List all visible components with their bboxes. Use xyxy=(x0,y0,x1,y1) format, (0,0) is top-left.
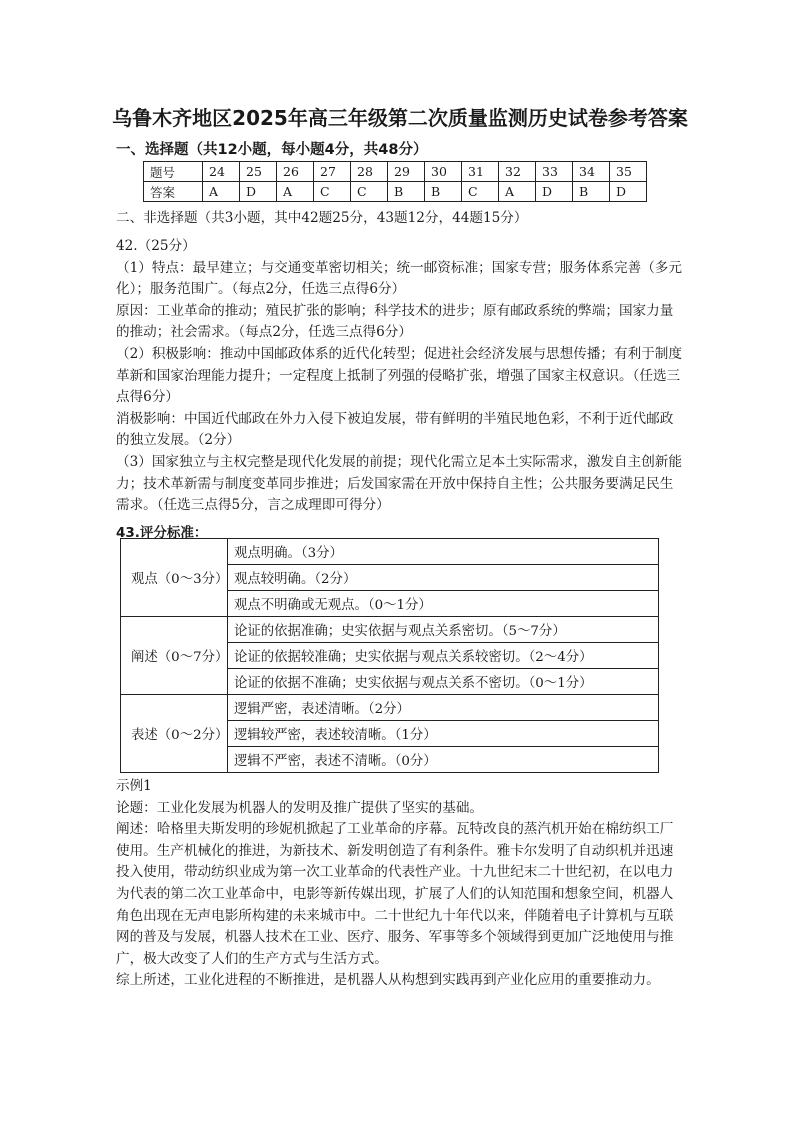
q42-part1-reasons: 原因：工业革命的推动；殖民扩张的影响；科学技术的进步；原有邮政系统的弊端；国家力量的推动；社会需求。（每点2分，任选三点得6分） xyxy=(116,302,674,341)
q-num: 30 xyxy=(425,162,462,182)
q42-part3: （3）国家独立与主权完整是现代化发展的前提；现代化需立足本土实际需求，激发自主创新能力；技术革新需与制度变革同步推进；后发国家需在开放中保持自主性；公共服务要满足民生需求。（任选三点得5分，言之成理即可得分） xyxy=(116,453,682,514)
example-thesis: 论题：工业化发展为机器人的发明及推广提供了坚实的基础。 xyxy=(116,799,484,816)
q-answer: A xyxy=(203,182,240,202)
q42-part2-positive: （2）积极影响：推动中国邮政体系的近代化转型；促进社会经济发展与思想传播；有利于制度革新和国家治理能力提升；一定程度上抵制了列强的侵略扩张，增强了国家主权意识。（任选三点得6分） xyxy=(116,345,682,406)
q-num: 24 xyxy=(203,162,240,182)
q43-heading: 43.评分标准： xyxy=(116,525,208,541)
q-answer: B xyxy=(388,182,425,202)
q-answer: A xyxy=(277,182,314,202)
example-body: 阐述：哈格里夫斯发明的珍妮机掀起了工业革命的序幕。瓦特改良的蒸汽机开始在棉纺织工厂使用。生产机械化的推进，为新技术、新发明创造了有利条件。雅卡尔发明了自动织机并迅速投入使用，带动纺织业成为第一次工业革命的代表性产业。十九世纪末二十世纪初，在以电力为代表的第二次工业革命中，电影等新传媒出现，扩展了人们的认知范围和想象空间，机器人角色出现在无声电影所构建的未来城市中。二十世纪九十年代以来，伴随着电子计算机与互联网的普及与发展，机器人技术在工业、医疗、服务、军事等多个领域得到更加广泛地使用与推广，极大改变了人们的生产方式与生活方式。 xyxy=(116,821,674,967)
rubric-criterion: 观点不明确或无观点。（0～1分） xyxy=(228,591,659,617)
row-label-answer: 答案 xyxy=(144,182,203,202)
section1-heading: 一、选择题（共12小题，每小题4分，共48分） xyxy=(116,142,428,158)
q-answer: C xyxy=(462,182,499,202)
q-num: 25 xyxy=(240,162,277,182)
row-label-number: 题号 xyxy=(144,162,203,182)
q-num: 34 xyxy=(573,162,610,182)
rubric-criterion: 观点较明确。（2分） xyxy=(228,565,659,591)
q42-part2-negative: 消极影响：中国近代邮政在外力入侵下被迫发展，带有鲜明的半殖民地色彩，不利于近代邮政的独立发展。（2分） xyxy=(116,410,674,449)
rubric-criterion: 逻辑严密，表述清晰。（2分） xyxy=(228,695,659,721)
answer-row xyxy=(144,182,647,202)
q-num: 26 xyxy=(277,162,314,182)
q-answer: D xyxy=(536,182,573,202)
q42-block xyxy=(116,236,686,517)
example-block xyxy=(116,776,686,992)
rubric-criterion: 论证的依据不准确；史实依据与观点关系不密切。（0～1分） xyxy=(228,669,659,695)
q42-part1-features: （1）特点：最早建立；与交通变革密切相关；统一邮资标准；国家专营；服务体系完善（多元化）；服务范围广。（每点2分，任选三点得6分） xyxy=(116,259,682,298)
rubric-criterion: 逻辑较严密，表述较清晰。（1分） xyxy=(228,721,659,747)
rubric-table xyxy=(120,538,659,773)
q-answer: D xyxy=(610,182,647,202)
example-conclusion: 综上所述，工业化进程的不断推进，是机器人从构想到实践再到产业化应用的重要推动力。 xyxy=(116,972,660,989)
q-num: 28 xyxy=(351,162,388,182)
rubric-category: 表述（0～2分） xyxy=(121,695,228,773)
rubric-row xyxy=(121,695,659,721)
q-num: 27 xyxy=(314,162,351,182)
rubric-row xyxy=(121,617,659,643)
answer-table xyxy=(143,161,647,202)
rubric-criterion: 观点明确。（3分） xyxy=(228,539,659,565)
q-answer: D xyxy=(240,182,277,202)
page-title: 乌鲁木齐地区2025年高三年级第二次质量监测历史试卷参考答案 xyxy=(112,106,688,130)
q-answer: B xyxy=(425,182,462,202)
question-number-row xyxy=(144,162,647,182)
q-answer: C xyxy=(351,182,388,202)
q-answer: A xyxy=(499,182,536,202)
q-answer: C xyxy=(314,182,351,202)
q-answer: B xyxy=(573,182,610,202)
example-label: 示例1 xyxy=(116,778,152,794)
q-num: 31 xyxy=(462,162,499,182)
rubric-criterion: 论证的依据较准确；史实依据与观点关系较密切。（2～4分） xyxy=(228,643,659,669)
q-num: 35 xyxy=(610,162,647,182)
rubric-category: 观点（0～3分） xyxy=(121,539,228,617)
rubric-criterion: 逻辑不严密，表述不清晰。（0分） xyxy=(228,747,659,773)
rubric-category: 阐述（0～7分） xyxy=(121,617,228,695)
rubric-criterion: 论证的依据准确；史实依据与观点关系密切。（5～7分） xyxy=(228,617,659,643)
rubric-row xyxy=(121,539,659,565)
section2-heading: 二、非选择题（共3小题，其中42题25分，43题12分，44题15分） xyxy=(116,210,528,226)
q-num: 33 xyxy=(536,162,573,182)
q-num: 29 xyxy=(388,162,425,182)
q42-heading: 42.（25分） xyxy=(116,238,196,254)
q-num: 32 xyxy=(499,162,536,182)
